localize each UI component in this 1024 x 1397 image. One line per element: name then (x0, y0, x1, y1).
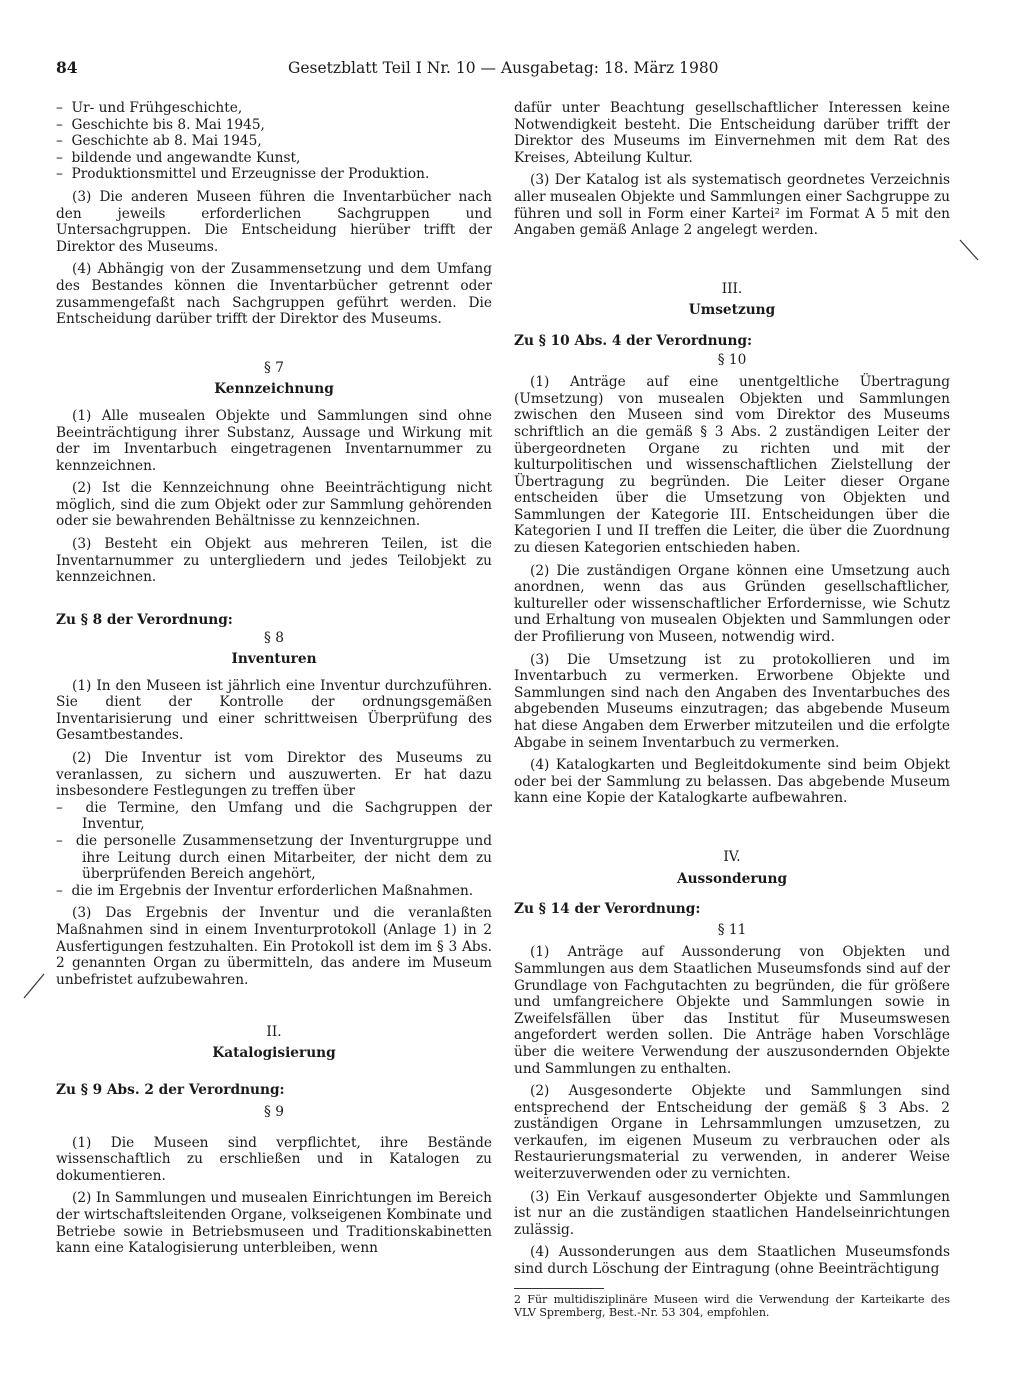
paragraph: (2) Die Inventur ist vom Direktor des Museums zu veranlassen, zu sichern und auszuwerten. Er hat dazu insbesondere Festlegungen zu treffen über (56, 750, 492, 800)
paragraph: (1) Anträge auf eine unentgeltliche Übertragung (Umsetzung) von musealen Objekten und Sammlungen zwischen den Museen sind vom Direktor des Museums schriftlich an die gemäß § 3 Abs. 2 zuständigen Leiter der übergeordneten Organe zu richten und mit der kulturpolitischen und wissenschaftlichen Zielstellung der Übertragung zu begründen. Die Leiter dieser Organe entscheiden über die Umsetzung von Objekten und Sammlungen der Kategorie III. Entscheidungen über die Kategorien I und II treffen die Leiter, die über die Zuordnung zu diesen Kategorien entschieden haben. (514, 374, 950, 557)
dash-list-item: – die Termine, den Umfang und die Sachgruppen der Inventur, (56, 799, 492, 833)
paragraph: (4) Abhängig von der Zusammensetzung und dem Umfang des Bestandes können die Inventarbücher getrennt oder zusammengefaßt nach Sachgruppen geführt werden. Die Entscheidung darüber trifft der Direktor des Museums. (56, 261, 492, 328)
footnote-divider (514, 1288, 604, 1289)
left-column (56, 100, 492, 1263)
paragraph: (3) Die anderen Museen führen die Inventarbücher nach den jeweils erforderlichen Sachgruppen und Untersachgruppen. Die Entscheidung hierüber trifft der Direktor des Museums. (56, 188, 492, 255)
running-header: Gesetzblatt Teil I Nr. 10 — Ausgabetag: 18. März 1980 (288, 59, 719, 77)
regulation-reference: Zu § 14 der Verordnung: (514, 901, 701, 918)
margin-pen-mark (958, 238, 982, 262)
paragraph: (2) Ist die Kennzeichnung ohne Beeinträchtigung nicht möglich, sind die zum Objekt oder zur Sammlung gehörenden oder sie bewahrenden Behältnisse zu kennzeichnen. (56, 480, 492, 530)
regulation-reference: Zu § 9 Abs. 2 der Verordnung: (56, 1081, 285, 1098)
dash-list-item: – die personelle Zusammensetzung der Inventurgruppe und ihre Leitung durch einen Mitarbeiter, der nicht dem zu überprüfenden Bereich angehört, (56, 832, 492, 883)
paragraph: (4) Aussonderungen aus dem Staatlichen Museumsfonds sind durch Löschung der Eintragung (ohne Beeinträchtigung (514, 1244, 950, 1278)
part-numeral: III. (721, 280, 743, 297)
footnote: 2 Für multidisziplinäre Museen wird die Verwendung der Karteikarte des VLV Spremberg, Best.-Nr. 53 304, empfohlen. (514, 1292, 950, 1319)
paragraph: (1) Anträge auf Aussonderung von Objekten und Sammlungen aus dem Staatlichen Museumsfonds sind auf der Grundlage von Fachgutachten zu begründen, die für größere und umfangreichere Objekte und Sammlungen sowie in Zweifelsfällen über das Institut für Museumswesen angefordert werden sollen. Die Anträge haben Vorschläge über die weitere Verwendung der auszusondernden Objekte und Sammlungen zu enthalten. (514, 944, 950, 1077)
section-title: Inventuren (231, 651, 317, 668)
paragraph: (4) Katalogkarten und Begleitdokumente sind beim Objekt oder bei der Sammlung zu belassen. Das abgebende Museum kann eine Kopie der Katalogkarte aufbewahren. (514, 757, 950, 807)
section-heading: § 10 (717, 351, 747, 368)
section-heading: § 9 (264, 1104, 284, 1121)
part-title: Katalogisierung (212, 1044, 336, 1061)
paragraph: (3) Die Umsetzung ist zu protokollieren und im Inventarbuch zu vermerken. Erworbene Objekte und Sammlungen sind nach den Angaben des Inventarbuches des abgebenden Museums einzutragen; das abgebende Museum hat diese Angaben dem Erwerber mitzuteilen und die erfolgte Abgabe in seinem Inventarbuch zu vermerken. (514, 651, 950, 751)
paragraph: (1) Alle musealen Objekte und Sammlungen sind ohne Beeinträchtigung ihrer Substanz, Aussage und Wirkung mit der im Inventarbuch eingetragenen Inventarnummer zu kennzeichnen. (56, 407, 492, 474)
paragraph: (3) Besteht ein Objekt aus mehreren Teilen, ist die Inventarnummer zu untergliedern und jedes Teilobjekt zu kennzeichnen. (56, 536, 492, 586)
paragraph: dafür unter Beachtung gesellschaftlicher Interessen keine Notwendigkeit besteht. Die Entscheidung darüber trifft der Direktor des Museums im Einvernehmen mit dem Rat des Kreises, Abteilung Kultur. (514, 100, 950, 166)
part-title: Umsetzung (688, 302, 776, 319)
paragraph: (2) Die zuständigen Organe können eine Umsetzung auch anordnen, wenn das aus Gründen gesellschaftlicher, kultureller oder wissenschaftlicher Erfordernisse, wie Schutz und Erhaltung von musealen Objekten und Sammlungen oder der Profilierung von Museen, notwendig wird. (514, 562, 950, 646)
part-numeral: II. (266, 1024, 282, 1041)
paragraph: (1) Die Museen sind verpflichtet, ihre Bestände wissenschaftlich zu erschließen und in Katalogen zu dokumentieren. (56, 1134, 492, 1184)
section-heading: § 7 (264, 359, 284, 376)
regulation-reference: Zu § 8 der Verordnung: (56, 611, 233, 628)
paragraph: (3) Das Ergebnis der Inventur und die veranlaßten Maßnahmen sind in einem Inventurprotokoll (Anlage 1) in 2 Ausfertigungen festzuhalten. Ein Protokoll ist dem im § 3 Abs. 2 genannten Organ zu übermitteln, das andere im Museum unbefristet aufzubewahren. (56, 905, 492, 988)
dash-list (56, 100, 492, 183)
margin-pen-mark (22, 972, 46, 1000)
dash-list-item: – Geschichte bis 8. Mai 1945, (56, 116, 265, 133)
dash-list-item: – Geschichte ab 8. Mai 1945, (56, 133, 262, 150)
part-title: Aussonderung (676, 870, 788, 887)
dash-list-item: – die im Ergebnis der Inventur erforderlichen Maßnahmen. (56, 882, 474, 899)
paragraph: (3) Ein Verkauf ausgesonderter Objekte und Sammlungen ist nur an die zuständigen staatlichen Handelseinrichtungen zulässig. (514, 1188, 950, 1238)
part-numeral: IV. (723, 848, 741, 865)
paragraph: (3) Der Katalog ist als systematisch geordnetes Verzeichnis aller musealen Objekte und Sammlungen einer Sachgruppe zu führen und soll in Form einer Kartei² im Format A 5 mit den Angaben gemäß Anlage 2 angelegt werden. (514, 172, 950, 239)
paragraph: (1) In den Museen ist jährlich eine Inventur durchzuführen. Sie dient der Kontrolle der ordnungsgemäßen Inventarisierung und einer schrittweisen Überprüfung des Gesamtbestandes. (56, 677, 492, 744)
section-heading: § 8 (264, 630, 284, 647)
dash-list-item: – bildende und angewandte Kunst, (56, 149, 301, 166)
dash-list-item: – Ur- und Frühgeschichte, (56, 100, 243, 116)
dash-list (56, 800, 492, 900)
dash-list-item: – Produktionsmittel und Erzeugnisse der Produktion. (56, 166, 430, 183)
paragraph: (2) In Sammlungen und musealen Einrichtungen im Bereich der wirtschaftsleitenden Organe, volkseigenen Kombinate und Betriebe sowie in Betriebsmuseen und Traditionskabinetten kann eine Katalogisierung unterbleiben, wenn (56, 1190, 492, 1257)
paragraph: (2) Ausgesonderte Objekte und Sammlungen sind entsprechend der Entscheidung der gemäß § 3 Abs. 2 zuständigen Organe in Lehrsammlungen umzusetzen, zu verkaufen, im eigenen Museum zu verbrauchen oder als Restaurierungsmaterial zu verwenden, in anderer Weise weiterzuverwenden oder zu vernichten. (514, 1083, 950, 1183)
regulation-reference: Zu § 10 Abs. 4 der Verordnung: (514, 332, 753, 349)
page-number: 84 (56, 58, 78, 77)
section-heading: § 11 (717, 921, 747, 938)
section-title: Kennzeichnung (214, 381, 334, 398)
right-column (514, 100, 950, 1319)
